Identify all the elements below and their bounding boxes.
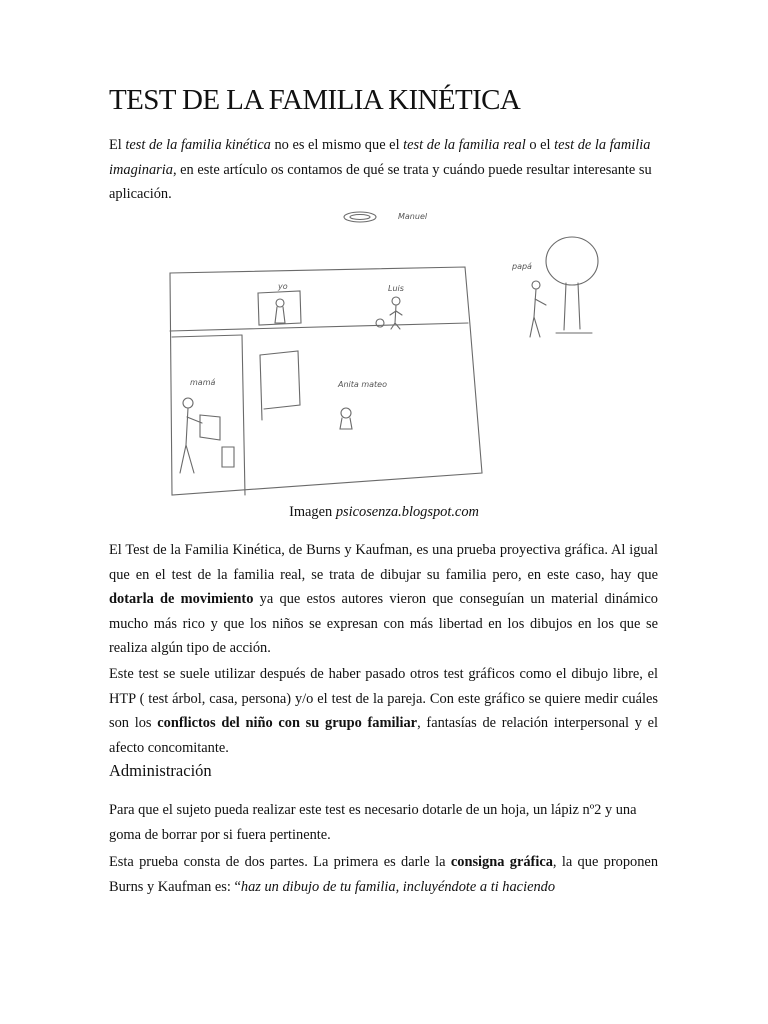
halo-doodle [344, 212, 376, 222]
body-paragraph-instructions: Esta prueba consta de dos partes. La primera es darle la consigna gráfica, la que proponen Burns y Kaufman es: “haz un dibujo de tu familia, incluyéndote a ti haciendo [109, 854, 659, 895]
image-caption: Imagen psicosenza.blogspot.com [289, 504, 479, 520]
body-paragraph-usage: Este test se suele utilizar después de haber pasado otros test gráficos como el dibujo libre, el HTP ( test árbol, casa, persona) y/o el test de la pareja. Con este gráfico se quiere medir cuáles son los conflictos del niño con su grupo familiar, fantasías de relación interpersonal y el afecto concomitante. [109, 666, 659, 756]
intro-paragraph: El test de la familia kinética no es el mismo que el test de la familia real o el test de la familia imaginaria, en este artículo os contamos de qué se trata y cuándo puede resultar interesante su aplicación. [109, 137, 652, 203]
drawing-label-yo: yo [278, 282, 288, 291]
body-paragraph-materials: Para que el sujeto pueda realizar este test es necesario dotarle de un hoja, un lápiz nº2 y una goma de borrar por si fuera pertinente. [109, 802, 637, 843]
page-title: TEST DE LA FAMILIA KINÉTICA [109, 84, 521, 116]
drawing-label-hermana: Anita mateo [338, 380, 387, 389]
body-paragraph-description: El Test de la Familia Kinética, de Burns y Kaufman, es una prueba proyectiva gráfica. Al igual que en el test de la familia real, se trata de dibujar su familia pero, en este caso, hay que dotarla de movimiento ya que estos autores vieron que conseguían un material dinámico mucho más rico y que los niños se expresan con más libertad en los dibujos en los que se realiza algún tipo de acción. [109, 542, 658, 657]
drawing-label-luis: Luis [388, 284, 404, 293]
section-heading-administracion: Administración [109, 761, 212, 780]
house-outline [170, 267, 482, 495]
family-drawing-image [160, 205, 610, 500]
drawing-label-top: Manuel [398, 212, 428, 221]
drawing-label-mama: mamá [190, 378, 216, 387]
tree-crown-doodle [546, 237, 598, 285]
drawing-label-papa: papá [512, 262, 532, 271]
